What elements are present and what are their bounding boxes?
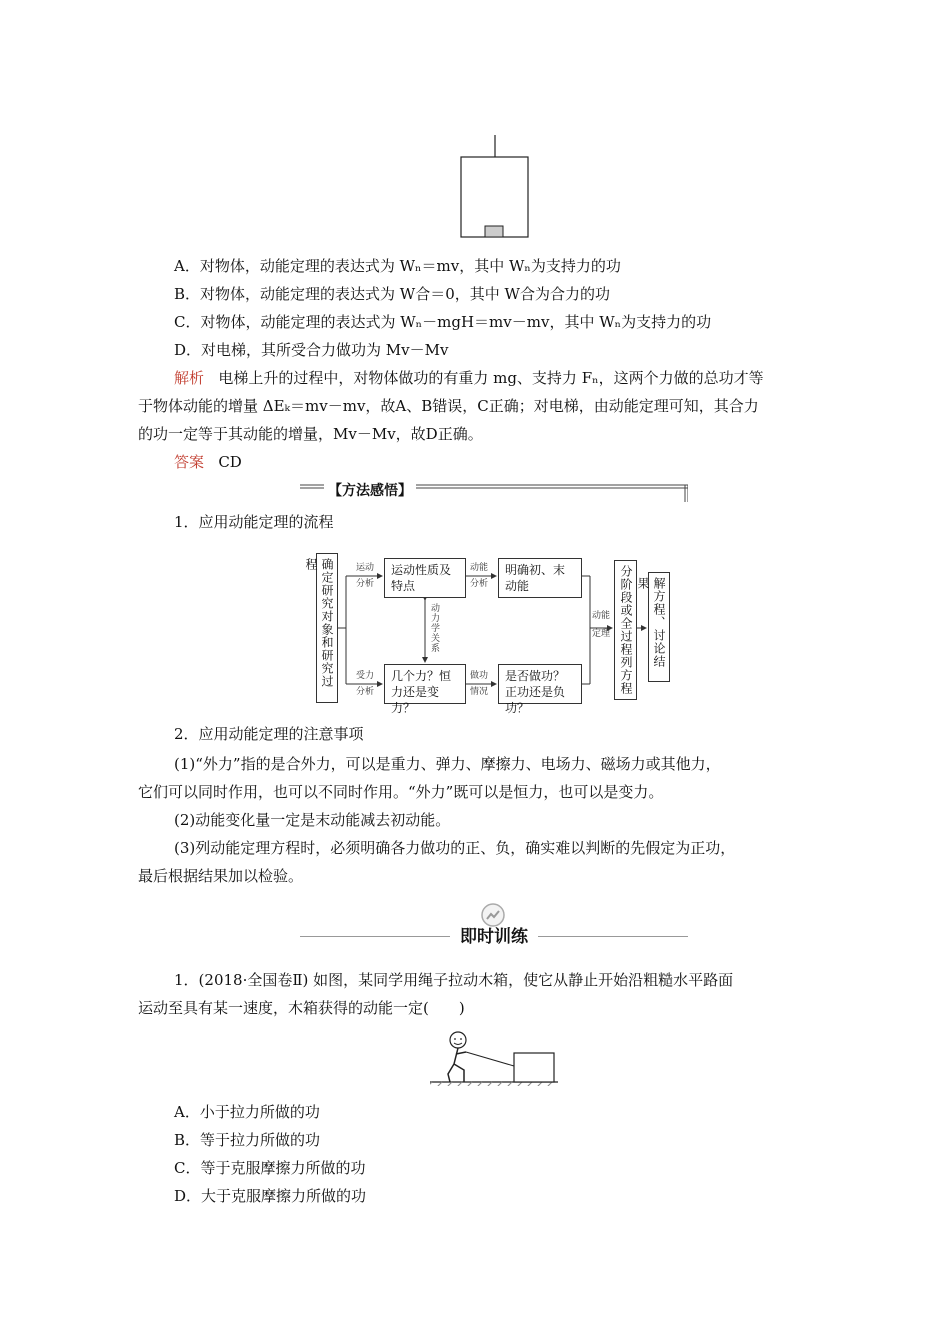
option-d: D．对电梯，其所受合力做功为 Mv－Mv — [174, 341, 449, 359]
answer-label: 答案 — [174, 453, 205, 471]
flow-top-box-2: 明确初、末动能 — [498, 558, 582, 598]
answer-line — [174, 452, 242, 472]
training-rule-left — [300, 936, 450, 937]
flow-merge-label-2: 定理 — [592, 629, 611, 639]
method-item-1: 1．应用动能定理的流程 — [174, 513, 334, 531]
note-1a: (1)“外力”指的是合外力，可以是重力、弹力、摩擦力、电场力、磁场力或其他力， — [174, 755, 721, 773]
flow-bottom-arrow-label-2: 分析 — [356, 687, 375, 697]
flow-bottom-arrow-label-1: 受力 — [356, 671, 375, 681]
note-3b: 最后根据结果加以检验。 — [138, 867, 304, 885]
note-1b: 它们可以同时作用，也可以不同时作用。“外力”既可以是恒力，也可以是变力。 — [138, 783, 664, 801]
training-option-c: C．等于克服摩擦力所做的功 — [174, 1159, 366, 1177]
training-q1-line-2: 运动至具有某一速度，木箱获得的动能一定( ) — [138, 999, 465, 1017]
flow-merge-label-1: 动能 — [592, 611, 611, 621]
note-2: (2)动能变化量一定是末动能减去初动能。 — [174, 811, 451, 829]
option-b: B．对物体，动能定理的表达式为 W合＝0，其中 W合为合力的功 — [174, 285, 610, 303]
flow-top-arrow2-label-2: 分析 — [470, 579, 489, 589]
note-3a: (3)列动能定理方程时，必须明确各力做功的正、负，确实难以判断的先假定为正功， — [174, 839, 736, 857]
flow-top-arrow-label-2: 分析 — [356, 579, 375, 589]
flow-top-box-1: 运动性质及特点 — [384, 558, 466, 598]
training-title: 即时训练 — [460, 927, 528, 947]
method-title: 【方法感悟】 — [324, 482, 416, 500]
option-a: A．对物体，动能定理的表达式为 Wₙ＝mv，其中 Wₙ为支持力的功 — [174, 257, 621, 275]
flow-start-box: 确定研究对象和研究过程 — [316, 553, 338, 703]
flow-middle-link: 动力学关系 — [429, 603, 439, 653]
flowchart — [300, 548, 680, 715]
training-option-d: D．大于克服摩擦力所做的功 — [174, 1187, 367, 1205]
training-option-a: A．小于拉力所做的功 — [174, 1103, 320, 1121]
method-item-2: 2．应用动能定理的注意事项 — [174, 725, 364, 743]
solution-line-3: 的功一定等于其动能的增量，Mv－Mv，故D正确。 — [138, 425, 483, 443]
elevator-figure — [455, 135, 535, 240]
solution-line-1 — [174, 368, 764, 388]
solution-line-2: 于物体动能的增量 ΔEₖ＝mv－mv，故A、B错误，C正确；对电梯，由动能定理可知，其合力 — [138, 397, 759, 415]
flow-bottom-box-1: 几个力？恒力还是变力？ — [384, 664, 466, 704]
flow-top-arrow-label-1: 运动 — [356, 563, 375, 573]
flow-bottom-arrow2-label-2: 情况 — [470, 687, 489, 697]
pull-box-figure — [430, 1030, 560, 1086]
training-option-b: B．等于拉力所做的功 — [174, 1131, 321, 1149]
solution-label: 解析 — [174, 369, 205, 387]
flow-bottom-box-2: 是否做功？正功还是负功？ — [498, 664, 582, 704]
solution-text-1: 电梯上升的过程中，对物体做功的有重力 mg、支持力 Fₙ，这两个力做的总功才等 — [218, 369, 764, 387]
method-header — [300, 482, 688, 504]
flow-bottom-arrow2-label-1: 做功 — [470, 671, 489, 681]
flow-top-arrow2-label-1: 动能 — [470, 563, 489, 573]
training-q1-line-1: 1．(2018·全国卷Ⅱ) 如图，某同学用绳子拉动木箱，使它从静止开始沿粗糙水平路面 — [174, 971, 734, 989]
option-c: C．对物体，动能定理的表达式为 Wₙ－mgH＝mv－mv，其中 Wₙ为支持力的功 — [174, 313, 712, 331]
answer-value: CD — [218, 453, 242, 471]
flow-stage-box: 分阶段或全过程列方程 — [614, 560, 637, 700]
training-icon — [480, 902, 506, 928]
flow-end-box: 解方程、讨论结果 — [648, 572, 670, 682]
training-rule-right — [538, 936, 688, 937]
